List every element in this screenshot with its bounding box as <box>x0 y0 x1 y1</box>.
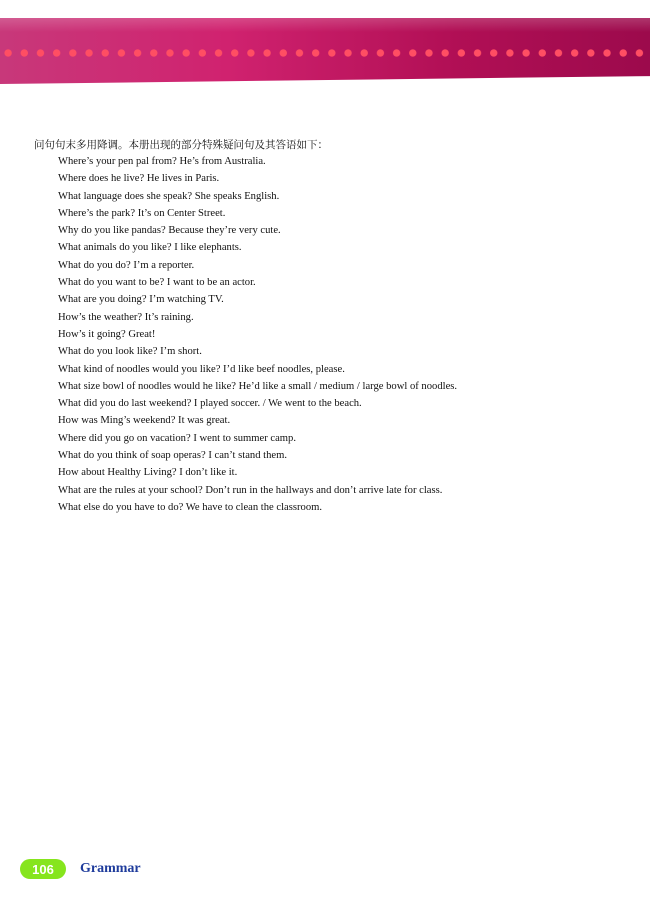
page-footer <box>20 857 141 881</box>
list-item: What size bowl of noodles would he like? He’d like a small / medium / large bowl of noodles. <box>58 380 458 392</box>
list-item: Where’s your pen pal from? He’s from Australia. <box>58 156 266 167</box>
list-item: Where does he live? He lives in Paris. <box>58 173 220 185</box>
list-item: Where’s the park? It’s on Center Street. <box>58 207 226 219</box>
page-number-badge: 106 <box>20 859 66 879</box>
list-item: What else do you have to do? We have to clean the classroom. <box>58 501 322 513</box>
list-item: What are you doing? I’m watching TV. <box>58 294 224 306</box>
list-item: What are the rules at your school? Don’t run in the hallways and don’t arrive late for class. <box>58 484 443 496</box>
intro-text: 问句句末多用降调。本册出现的部分特殊疑问句及其答语如下： <box>34 139 328 151</box>
list-item: How was Ming’s weekend? It was great. <box>58 415 231 427</box>
list-item: What do you do? I’m a reporter. <box>58 259 195 271</box>
list-item: What do you look like? I’m short. <box>58 346 202 358</box>
list-item: How’s the weather? It’s raining. <box>58 311 194 323</box>
list-item: What kind of noodles would you like? I’d like beef noodles, please. <box>58 363 345 375</box>
list-item: What do you think of soap operas? I can’t stand them. <box>58 450 287 462</box>
list-item: Where did you go on vacation? I went to summer camp. <box>58 432 296 444</box>
list-item: What did you do last weekend? I played soccer. / We went to the beach. <box>58 398 362 410</box>
list-item: Why do you like pandas? Because they’re very cute. <box>58 225 281 237</box>
list-item: What language does she speak? She speaks English. <box>58 190 280 202</box>
question-answer-list <box>58 153 457 516</box>
list-item: How about Healthy Living? I don’t like it. <box>58 467 238 479</box>
header-dot-pattern <box>0 48 650 58</box>
list-item: How’s it going? Great! <box>58 328 156 340</box>
list-item: What animals do you like? I like elephants. <box>58 242 242 254</box>
section-title: Grammar <box>80 861 141 876</box>
list-item: What do you want to be? I want to be an actor. <box>58 277 256 289</box>
